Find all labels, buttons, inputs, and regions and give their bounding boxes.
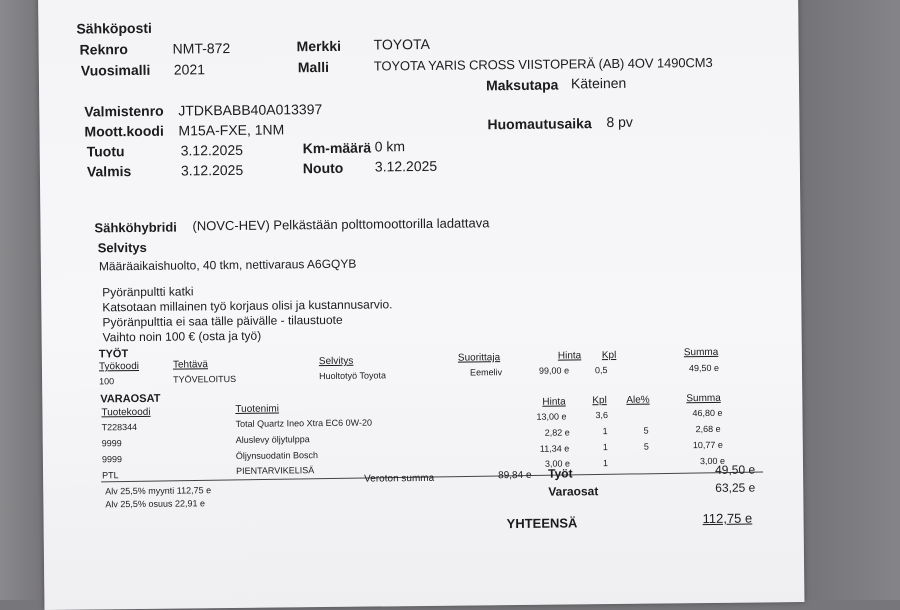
col-kpl: Kpl	[601, 349, 617, 362]
varaosat-cell-ale: 5	[643, 425, 649, 436]
veroton-label: Veroton summa	[364, 472, 435, 485]
varaosat-cell-kpl: 3,6	[595, 410, 609, 421]
merkki-value: TOYOTA	[373, 35, 430, 53]
varaosat-cell-summa: 3,00 e	[699, 455, 726, 467]
varaosat-cell-tuotenimi: Öljynsuodatin Bosch	[235, 450, 318, 461]
varaosat-cell-ale: 5	[643, 441, 649, 452]
kmmaara-value: 0 km	[374, 138, 406, 155]
moottkoodi-label: Moott.koodi	[84, 122, 164, 140]
note-line: Vaihto noin 100 € (osta ja työ)	[102, 328, 262, 345]
malli-label: Malli	[297, 58, 330, 76]
col-kpl: Kpl	[592, 395, 607, 407]
varaosat-cell-hinta: 2,82 e	[544, 427, 570, 438]
varaosat-cell-summa: 2,68 e	[695, 423, 721, 435]
varaosat-cell-tuotekoodi: 9999	[101, 454, 123, 465]
varaosat-cell-hinta: 11,34 e	[539, 443, 570, 454]
col-ale: Ale%	[626, 394, 650, 406]
tyot-cell-suorittaja: Eemeliv	[469, 367, 503, 378]
varaosat-cell-tuotenimi: Total Quartz Ineo Xtra EC6 0W-20	[235, 417, 373, 429]
kmmaara-label: Km-määrä	[302, 139, 372, 157]
varaosat-cell-kpl: 1	[602, 426, 608, 437]
note-line: Katsotaan millainen työ korjaus olisi ja kustannusarvio.	[102, 297, 393, 315]
varaosat-cell-summa: 10,77 e	[692, 439, 723, 451]
varaosat-cell-kpl: 1	[602, 458, 609, 469]
reknro-label: Reknro	[79, 41, 128, 58]
valmis-value: 3.12.2025	[180, 161, 244, 179]
tuotu-value: 3.12.2025	[180, 141, 244, 159]
maksutapa-value: Käteinen	[570, 74, 627, 92]
veroton-value: 89,84 e	[498, 469, 532, 482]
tyot-cell-summa: 49,50 e	[688, 362, 720, 374]
alv-osuus: Alv 25,5% osuus 22,91 e	[105, 498, 206, 510]
varaosat-cell-summa: 46,80 e	[692, 407, 723, 419]
note-line: Pyöränpultti katki	[102, 284, 194, 300]
valmis-label: Valmis	[86, 163, 132, 180]
reknro-value: NMT-872	[172, 39, 231, 57]
varaosat-cell-hinta: 3,00 e	[544, 458, 571, 469]
tyot-cell-kpl: 0,5	[594, 365, 608, 376]
document-title: Sähköposti	[76, 19, 152, 37]
nouto-value: 3.12.2025	[374, 157, 438, 175]
note-line: Pyöränpulttia ei saa tälle päivälle - tilaustuote	[102, 312, 343, 330]
malli-value: TOYOTA YARIS CROSS VIISTOPERÄ (AB) 4OV 1490CM3	[373, 54, 713, 74]
varaosat-cell-tuotenimi: Aluslevy öljytulppa	[235, 434, 310, 445]
varaosat-cell-tuotekoodi: 9999	[101, 438, 122, 449]
huomautusaika-label: Huomautusaika	[487, 115, 592, 133]
tyot-cell-hinta: 99,00 e	[538, 365, 570, 376]
varaosat-heading: VARAOSAT	[100, 392, 161, 406]
valmistenro-value: JTDKBABB40A013397	[178, 101, 323, 119]
vuosimalli-label: Vuosimalli	[80, 61, 151, 79]
col-hinta: Hinta	[557, 350, 582, 362]
varaosat-cell-tuotenimi: PIENTARVIKELISÄ	[235, 465, 315, 476]
col-selvitys: Selvitys	[318, 355, 354, 368]
col-suorittaja: Suorittaja	[457, 352, 501, 364]
vehicle-type-label: Sähköhybridi	[94, 219, 177, 236]
varaosat-total-label: Varaosat	[548, 484, 599, 499]
tyot-heading: TYÖT	[98, 348, 129, 361]
moottkoodi-value: M15A-FXE, 1NM	[178, 121, 285, 139]
varaosat-cell-tuotekoodi: T228344	[101, 421, 138, 433]
background-right	[790, 0, 900, 600]
varaosat-cell-kpl: 1	[602, 442, 608, 453]
col-tuotenimi: Tuotenimi	[235, 403, 280, 415]
tyot-cell-tehtava: TYÖVELOITUS	[173, 373, 237, 385]
col-tehtava: Tehtävä	[172, 359, 209, 371]
selvitys-heading: Selvitys	[97, 239, 147, 256]
varaosat-cell-tuotekoodi: PTL	[102, 470, 119, 481]
varaosat-total-value: 63,25 e	[715, 480, 756, 495]
nouto-label: Nouto	[302, 159, 344, 177]
yhteensa-label: YHTEENSÄ	[506, 515, 578, 532]
alv-myynti: Alv 25,5% myynti 112,75 e	[105, 485, 212, 497]
selvitys-text: Määräaikaishuolto, 40 tkm, nettivaraus A6GQYB	[98, 256, 357, 274]
valmistenro-label: Valmistenro	[84, 102, 164, 120]
huomautusaika-value: 8 pv	[606, 113, 633, 131]
tyot-total-label: Työt	[548, 466, 573, 481]
merkki-label: Merkki	[296, 37, 342, 55]
vehicle-type-value: (NOVC-HEV) Pelkästään polttomoottorilla ladattava	[192, 215, 490, 234]
tuotu-label: Tuotu	[86, 143, 125, 160]
maksutapa-label: Maksutapa	[485, 76, 559, 94]
vuosimalli-value: 2021	[173, 61, 206, 78]
invoice-paper	[38, 0, 804, 610]
col-summa: Summa	[683, 346, 719, 359]
col-summa: Summa	[686, 392, 721, 405]
varaosat-cell-hinta: 13,00 e	[536, 411, 567, 422]
col-hinta: Hinta	[542, 396, 566, 408]
col-tuotekoodi: Tuotekoodi	[101, 406, 151, 419]
col-tyokoodi: Työkoodi	[98, 360, 140, 373]
yhteensa-value: 112,75 e	[702, 510, 753, 527]
tyot-total-value: 49,50 e	[714, 462, 756, 477]
tyot-cell-selvitys: Huoltotyö Toyota	[319, 370, 386, 382]
tyot-cell-tyokoodi: 100	[99, 376, 115, 387]
